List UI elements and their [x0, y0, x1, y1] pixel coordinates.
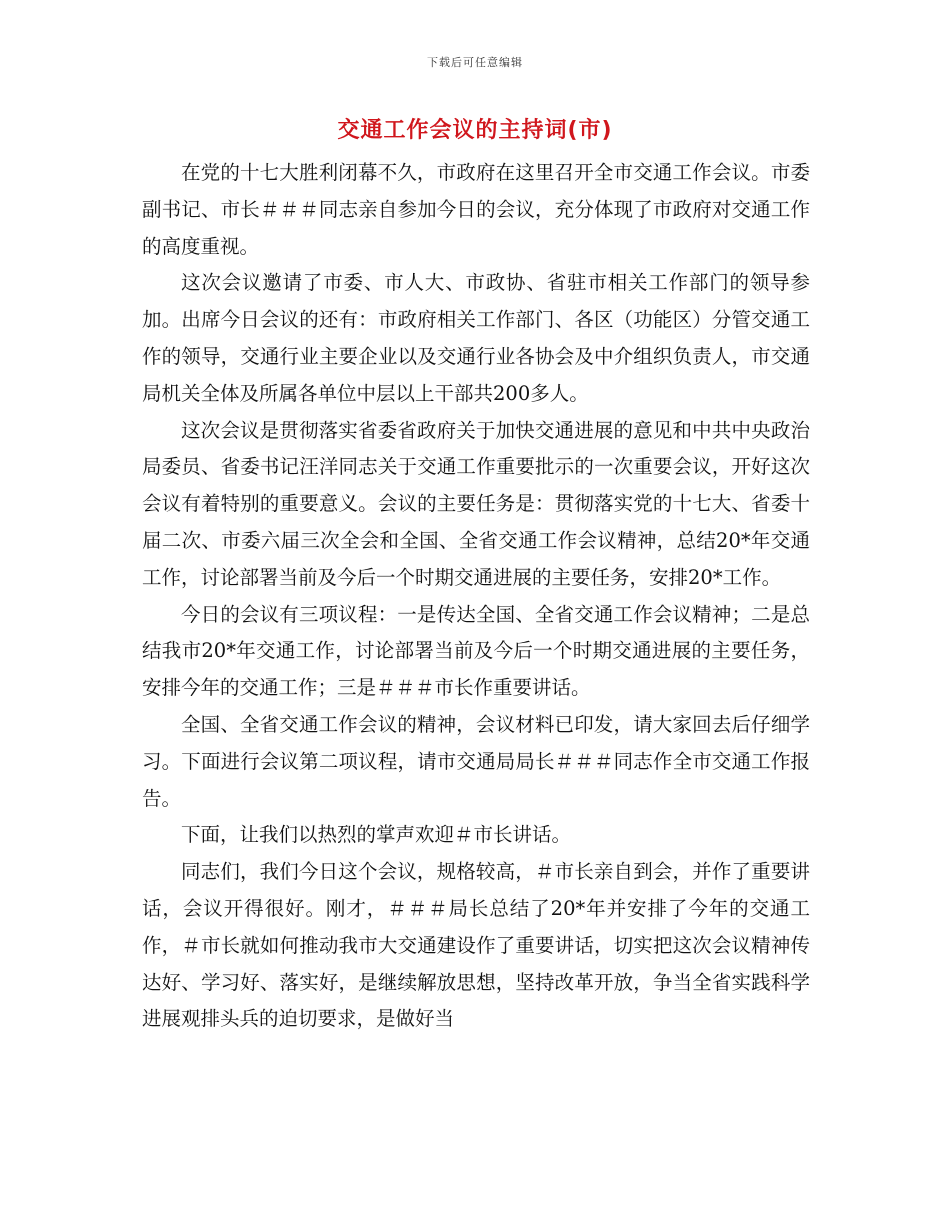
paragraph: 在党的十七大胜利闭幕不久，市政府在这里召开全市交通工作会议。市委副书记、市长＃＃＃同志亲自参加今日的会议，充分体现了市政府对交通工作的高度重视。: [142, 161, 810, 258]
document-title: 交通工作会议的主持词(市): [337, 118, 613, 143]
paragraph: 下面，让我们以热烈的掌声欢迎＃市长讲话。: [181, 823, 572, 847]
paragraph: 全国、全省交通工作会议的精神，会议材料已印发，请大家回去后仔细学习。下面进行会议第二项议程，请市交通局局长＃＃＃同志作全市交通工作报告。: [142, 712, 810, 810]
paragraph: 这次会议是贯彻落实省委省政府关于加快交通进展的意见和中共中央政治局委员、省委书记汪洋同志关于交通工作重要批示的一次重要会议，开好这次会议有着特别的重要意义。会议的主要任务是：贯彻落实党的十七大、省委十届二次、市委六届三次全会和全国、全省交通工作会议精神，总结20*年交通工作，讨论部署当前及今后一个时期交通进展的主要任务，安排20*工作。: [142, 418, 810, 589]
paragraph: 今日的会议有三项议程：一是传达全国、全省交通工作会议精神；二是总结我市20*年交通工作，讨论部署当前及今后一个时期交通进展的主要任务，安排今年的交通工作；三是＃＃＃市长作重要讲话。: [142, 602, 810, 700]
header-note: 下载后可任意编辑: [427, 56, 523, 69]
paragraph: 同志们，我们今日这个会议，规格较高，＃市长亲自到会，并作了重要讲话，会议开得很好。刚才，＃＃＃局长总结了20*年并安排了今年的交通工作，＃市长就如何推动我市大交通建设作了重要讲话，切实把这次会议精神传达好、学习好、落实好，是继续解放思想，坚持改革开放，争当全省实践科学进展观排头兵的迫切要求，是做好当: [142, 860, 810, 1031]
paragraph: 这次会议邀请了市委、市人大、市政协、省驻市相关工作部门的领导参加。出席今日会议的还有：市政府相关工作部门、各区（功能区）分管交通工作的领导，交通行业主要企业以及交通行业各协会及中介组织负责人，市交通局机关全体及所属各单位中层以上干部共200多人。: [142, 271, 810, 405]
document-body: [142, 155, 810, 1038]
